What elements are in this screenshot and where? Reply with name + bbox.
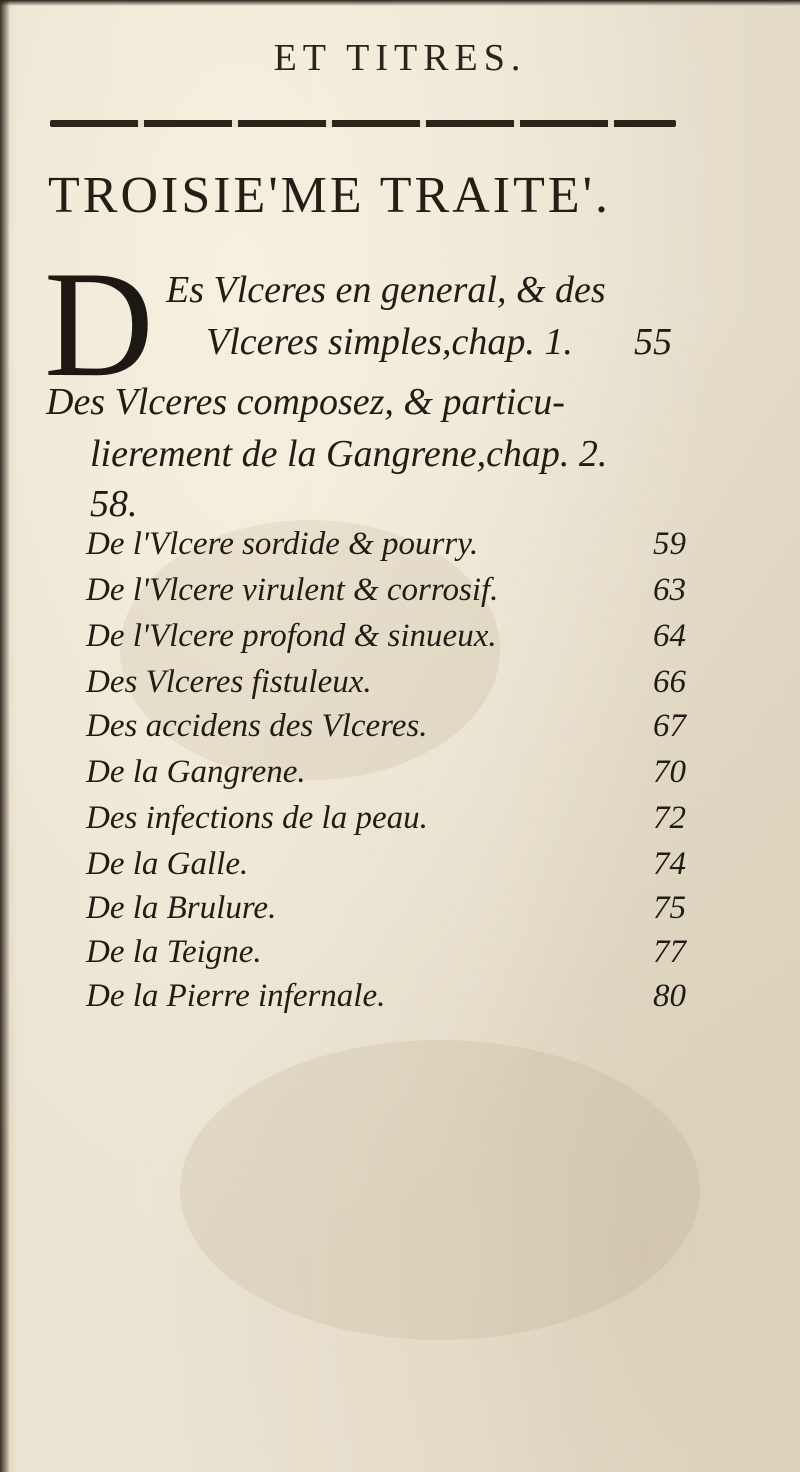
foxing-stain (180, 1040, 700, 1340)
toc-entry (86, 572, 686, 612)
toc-entry-page: 77 (653, 934, 686, 970)
toc-entry-label: De la Brulure. (86, 890, 277, 926)
toc-entry (86, 978, 686, 1018)
toc-entry (86, 754, 686, 794)
page-top-edge (0, 0, 800, 6)
toc-entry-page: 63 (653, 572, 686, 608)
toc-entry-page: 67 (653, 708, 686, 744)
toc-entry-page: 66 (653, 664, 686, 700)
toc-entry-page: 72 (653, 800, 686, 836)
toc-entry-page: 74 (653, 846, 686, 882)
toc-entry-page: 75 (653, 890, 686, 926)
toc-entry-label: Des Vlceres fistuleux. (86, 664, 372, 700)
entry-2-line-1: Des Vlceres composez, & particu- (46, 381, 565, 423)
toc-entry-label: De la Gangrene. (86, 754, 306, 790)
entry-1-line-1: Es Vlceres en general, & des (166, 269, 606, 311)
section-title: TROISIE'ME TRAITE'. (48, 167, 611, 224)
toc-entry-label: De la Pierre infernale. (86, 978, 386, 1014)
toc-entry-label: De la Teigne. (86, 934, 262, 970)
toc-entry-page: 80 (653, 978, 686, 1014)
toc-entry (86, 934, 686, 974)
toc-entry (86, 890, 686, 930)
toc-entry (86, 618, 686, 658)
toc-entry-label: Des infections de la peau. (86, 800, 428, 836)
toc-entry (86, 846, 686, 886)
toc-entry-label: De l'Vlcere virulent & corrosif. (86, 572, 499, 608)
entry-1-line-2: Vlceres simples,chap. 1. (206, 321, 573, 363)
toc-entry-label: De l'Vlcere sordide & pourry. (86, 526, 479, 562)
toc-entry (86, 664, 686, 704)
running-head: ET TITRES. (273, 37, 527, 79)
entry-2-line-2: lierement de la Gangrene,chap. 2. (90, 433, 608, 475)
spine-shadow (0, 0, 10, 1472)
toc-entry (86, 526, 686, 566)
toc-entry (86, 708, 686, 748)
entry-1-page-number: 55 (634, 321, 672, 363)
toc-entry-label: De la Galle. (86, 846, 249, 882)
toc-entry-label: De l'Vlcere profond & sinueux. (86, 618, 497, 654)
entry-2-line-3: 58. (90, 483, 138, 525)
toc-entry (86, 800, 686, 840)
toc-entry-label: Des accidens des Vlceres. (86, 708, 428, 744)
toc-entry-page: 70 (653, 754, 686, 790)
header-rule (50, 120, 676, 127)
drop-cap: D (44, 240, 154, 408)
toc-entry-page: 64 (653, 618, 686, 654)
toc-entry-page: 59 (653, 526, 686, 562)
